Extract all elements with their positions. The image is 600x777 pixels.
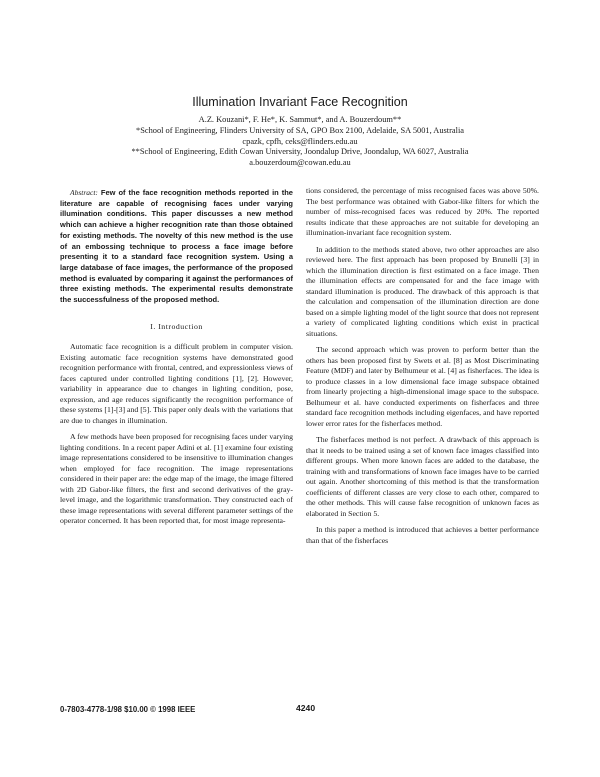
footer-isbn: 0-7803-4778-1/98 $10.00 © 1998 IEEE — [60, 705, 196, 714]
affiliation-2: **School of Engineering, Edith Cowan University, Joondalup Drive, Joondalup, WA 6027, Australia — [131, 147, 469, 157]
body-paragraph: The second approach which was proven to perform better than the others has been proposed first by Swets et al. [8] as Most Discriminating Feature (MDF) and later by Belhumeur et al. [4] as fisherfaces. The idea is to produce classes in a low dimensional face image subspace obtained from linearly projecting a high-dimensional image space to the subspace. Belhumeur et al. have conducted experiments on fisherfaces and three standard face recognition methods including eigenfaces, and have reported lower error rates for the fisherfaces method. — [306, 345, 539, 428]
page-number: 4240 — [296, 703, 316, 713]
body-paragraph: The fisherfaces method is not perfect. A drawback of this approach is that it needs to be trained using a set of known face images classified into different groups. When more known faces are added to the database, the training with and transformations of known face images have to be carried out again. Another shortcoming of this method is that the transformation coefficients of different classes are very close to each other, compared to the other methods. This will cause false recognition of unknown faces as elaborated in Section 5. — [306, 435, 539, 518]
email-1: cpazk, cpfh, ceks@flinders.edu.au — [242, 136, 358, 146]
abstract-text: Few of the face recognition methods reported in the literature are capable of recognising faces under varying illumination conditions. This paper discusses a new method which can achieve a higher recognition rate than those obtained for existing methods. The novelty of this new method is the use of an embossing technique to process a face image before presenting it to a standard face recognition system. Using a large database of face images, the performance of the proposed method is evaluated by comparing it against the performances of three existing methods. The experimental results demonstrate the successfulness of the proposed method. — [60, 188, 293, 305]
section-heading-introduction: I. Introduction — [150, 321, 203, 331]
affiliation-1: *School of Engineering, Flinders University of SA, GPO Box 2100, Adelaide, SA 5001, Australia — [136, 125, 464, 135]
left-column — [60, 188, 293, 527]
body-paragraph: In this paper a method is introduced that achieves a better performance than that of the fisherfaces — [306, 525, 539, 545]
author-names: A.Z. Kouzani*, F. He*, K. Sammut*, and A. Bouzerdoum** — [198, 115, 402, 124]
body-paragraph: In addition to the methods stated above, two other approaches are also reviewed here. The first approach has been proposed by Brunelli [3] in which the illumination direction is first estimated on a face image. Then the illumination effects are compensated for and the face image with standard illumination is produced. The drawback of this approach is that the calculation and compensation of the illumination direction are done based on a simple lighting model of the light source that does not represent a variety of complicated lighting conditions which exist in practical situations. — [306, 244, 539, 338]
right-column — [306, 186, 539, 546]
abstract — [60, 188, 293, 306]
author-block — [0, 115, 600, 169]
paper-title: Illumination Invariant Face Recognition — [192, 95, 408, 109]
body-paragraph: Automatic face recognition is a difficult problem in computer vision. Existing automatic face recognition systems have demonstrated good recognition performance with frontal, centred, and expressionless views of faces captured under controlled lighting conditions [1], [2]. However, variability in appearance due to changes in lighting condition, pose, expression, and age reduces significantly the recognition performance of these systems [1]-[3] and [5]. This paper only deals with the variations that are due to changes in illumination. — [60, 342, 293, 425]
abstract-label: Abstract: — [70, 188, 98, 197]
email-2: a.bouzerdoum@cowan.edu.au — [249, 158, 351, 168]
body-paragraph: tions considered, the percentage of miss recognised faces was above 50%. The best performance was obtained with Gabor-like filters for which the number of miss-recognised faces was reduced by 20%. The reported results indicate that these approaches are not suitable for developing an illumination-invariant face recognition system. — [306, 186, 539, 237]
body-paragraph: A few methods have been proposed for recognising faces under varying lighting conditions. In a recent paper Adini et al. [1] examine four existing image representations considered to be insensitive to illumination changes when employed for face recognition. The image representations considered in their paper are: the edge map of the image, the image filtered with 2D Gabor-like filters, the first and second derivatives of the gray-level image, and the logarithmic transformation. They constructed each of these image representations with several different parameter settings of the operator concerned. It has been reported that, for most image representa- — [60, 432, 293, 526]
